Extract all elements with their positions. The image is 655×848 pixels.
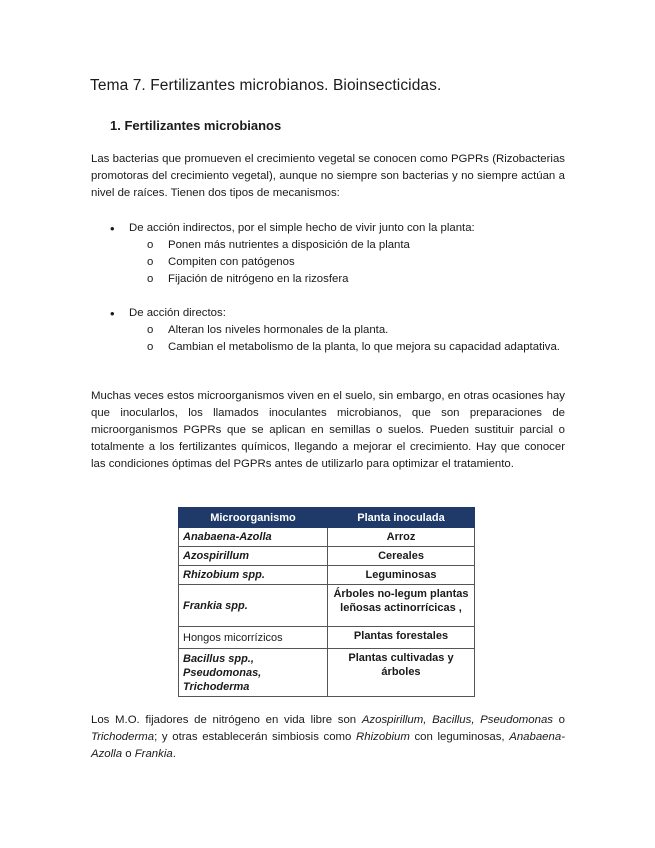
table-header-plant: Planta inoculada (328, 508, 475, 528)
table-cell-plant: Cereales (328, 547, 475, 566)
microorganism-table (178, 507, 475, 697)
sub-bullet-marker: o (147, 341, 154, 353)
table-cell-organism: Anabaena-Azolla (179, 528, 328, 547)
bullet-group-direct (110, 305, 565, 356)
paragraph-italic-term: Rhizobium (356, 731, 410, 743)
sub-item-text: Cambian el metabolismo de la planta, lo que mejora su capacidad adaptativa. (168, 341, 560, 353)
inoculants-paragraph: Muchas veces estos microorganismos viven en el suelo, sin embargo, en otras ocasiones hay que inocularlos, los llamados inoculantes microbianos, que son preparaciones de microorganismos PGPRs que se aplican en semillas o suelos. Pueden sustituir parcial o totalmente a los fertilizantes químicos, llegando a mejorar el crecimiento. Hay que conocer las condiciones óptimas del PGPRs antes de utilizarlo para optimizar el tratamiento. (91, 390, 565, 470)
sub-bullet-marker: o (147, 273, 154, 285)
sub-list-item (110, 322, 565, 339)
paragraph-italic-term: Anabaena-Azolla (91, 731, 565, 760)
sub-item-text: Fijación de nitrógeno en la rizosfera (168, 273, 349, 285)
paragraph-text: ; y otras establecerán simbiosis como (154, 731, 357, 743)
table-row (179, 585, 475, 627)
table-header-microorganism: Microorganismo (179, 508, 328, 528)
table-row (179, 528, 475, 547)
sub-list-item (110, 339, 565, 356)
bullet-label: • De acción directos: (110, 305, 565, 322)
sub-list-item (110, 237, 565, 254)
sub-bullet-marker: o (147, 324, 154, 336)
paragraph-text: con leguminosas, (409, 731, 510, 743)
paragraph-text: . (172, 748, 176, 760)
paragraph-italic-term: Trichoderma (91, 731, 155, 743)
section-heading: 1. Fertilizantes microbianos (110, 118, 282, 133)
paragraph-italic-term: Frankia (134, 748, 173, 760)
sub-item-text: Alteran los niveles hormonales de la planta. (168, 324, 389, 336)
table-row (179, 547, 475, 566)
paragraph-italic-term: Azospirillum, Bacillus, Pseudomonas (361, 714, 553, 726)
table-row (179, 649, 475, 697)
table-row (179, 566, 475, 585)
table-cell-plant: Leguminosas (328, 566, 475, 585)
table-cell-plant: Árboles no-legum plantas leñosas actinorrícicas , (328, 585, 475, 627)
nitrogen-fixers-paragraph (91, 712, 565, 763)
table-cell-organism: Frankia spp. (179, 585, 328, 627)
sub-item-text: Ponen más nutrientes a disposición de la planta (168, 239, 410, 251)
sub-bullet-marker: o (147, 239, 154, 251)
paragraph-text: Los M.O. fijadores de nitrógeno en vida libre son (91, 714, 362, 726)
table-header-row (179, 508, 475, 528)
sub-bullet-marker: o (147, 256, 154, 268)
table-cell-organism: Rhizobium spp. (179, 566, 328, 585)
paragraph-text: o (552, 714, 565, 726)
table-cell-plant: Arroz (328, 528, 475, 547)
table-cell-organism: Hongos micorrízicos (179, 627, 328, 649)
document-title: Tema 7. Fertilizantes microbianos. Bioinsecticidas. (90, 77, 442, 94)
table-cell-organism: Bacillus spp., Pseudomonas, Trichoderma (179, 649, 328, 697)
sub-list-item (110, 271, 565, 288)
table-cell-plant: Plantas forestales (328, 627, 475, 649)
table-row (179, 627, 475, 649)
bullet-label: • De acción indirectos, por el simple hecho de vivir junto con la planta: (110, 220, 565, 237)
sub-item-text: Compiten con patógenos (168, 256, 295, 268)
table-cell-plant: Plantas cultivadas y árboles (328, 649, 475, 697)
sub-list-item (110, 254, 565, 271)
table-cell-organism: Azospirillum (179, 547, 328, 566)
intro-paragraph: Las bacterias que promueven el crecimiento vegetal se conocen como PGPRs (Rizobacterias promotoras del crecimiento vegetal), aunque no siempre son bacterias y no siempre actúan a nivel de raíces. Tienen dos tipos de mecanismos: (91, 153, 565, 199)
bullet-group-indirect (110, 220, 565, 288)
paragraph-text: o (122, 748, 135, 760)
